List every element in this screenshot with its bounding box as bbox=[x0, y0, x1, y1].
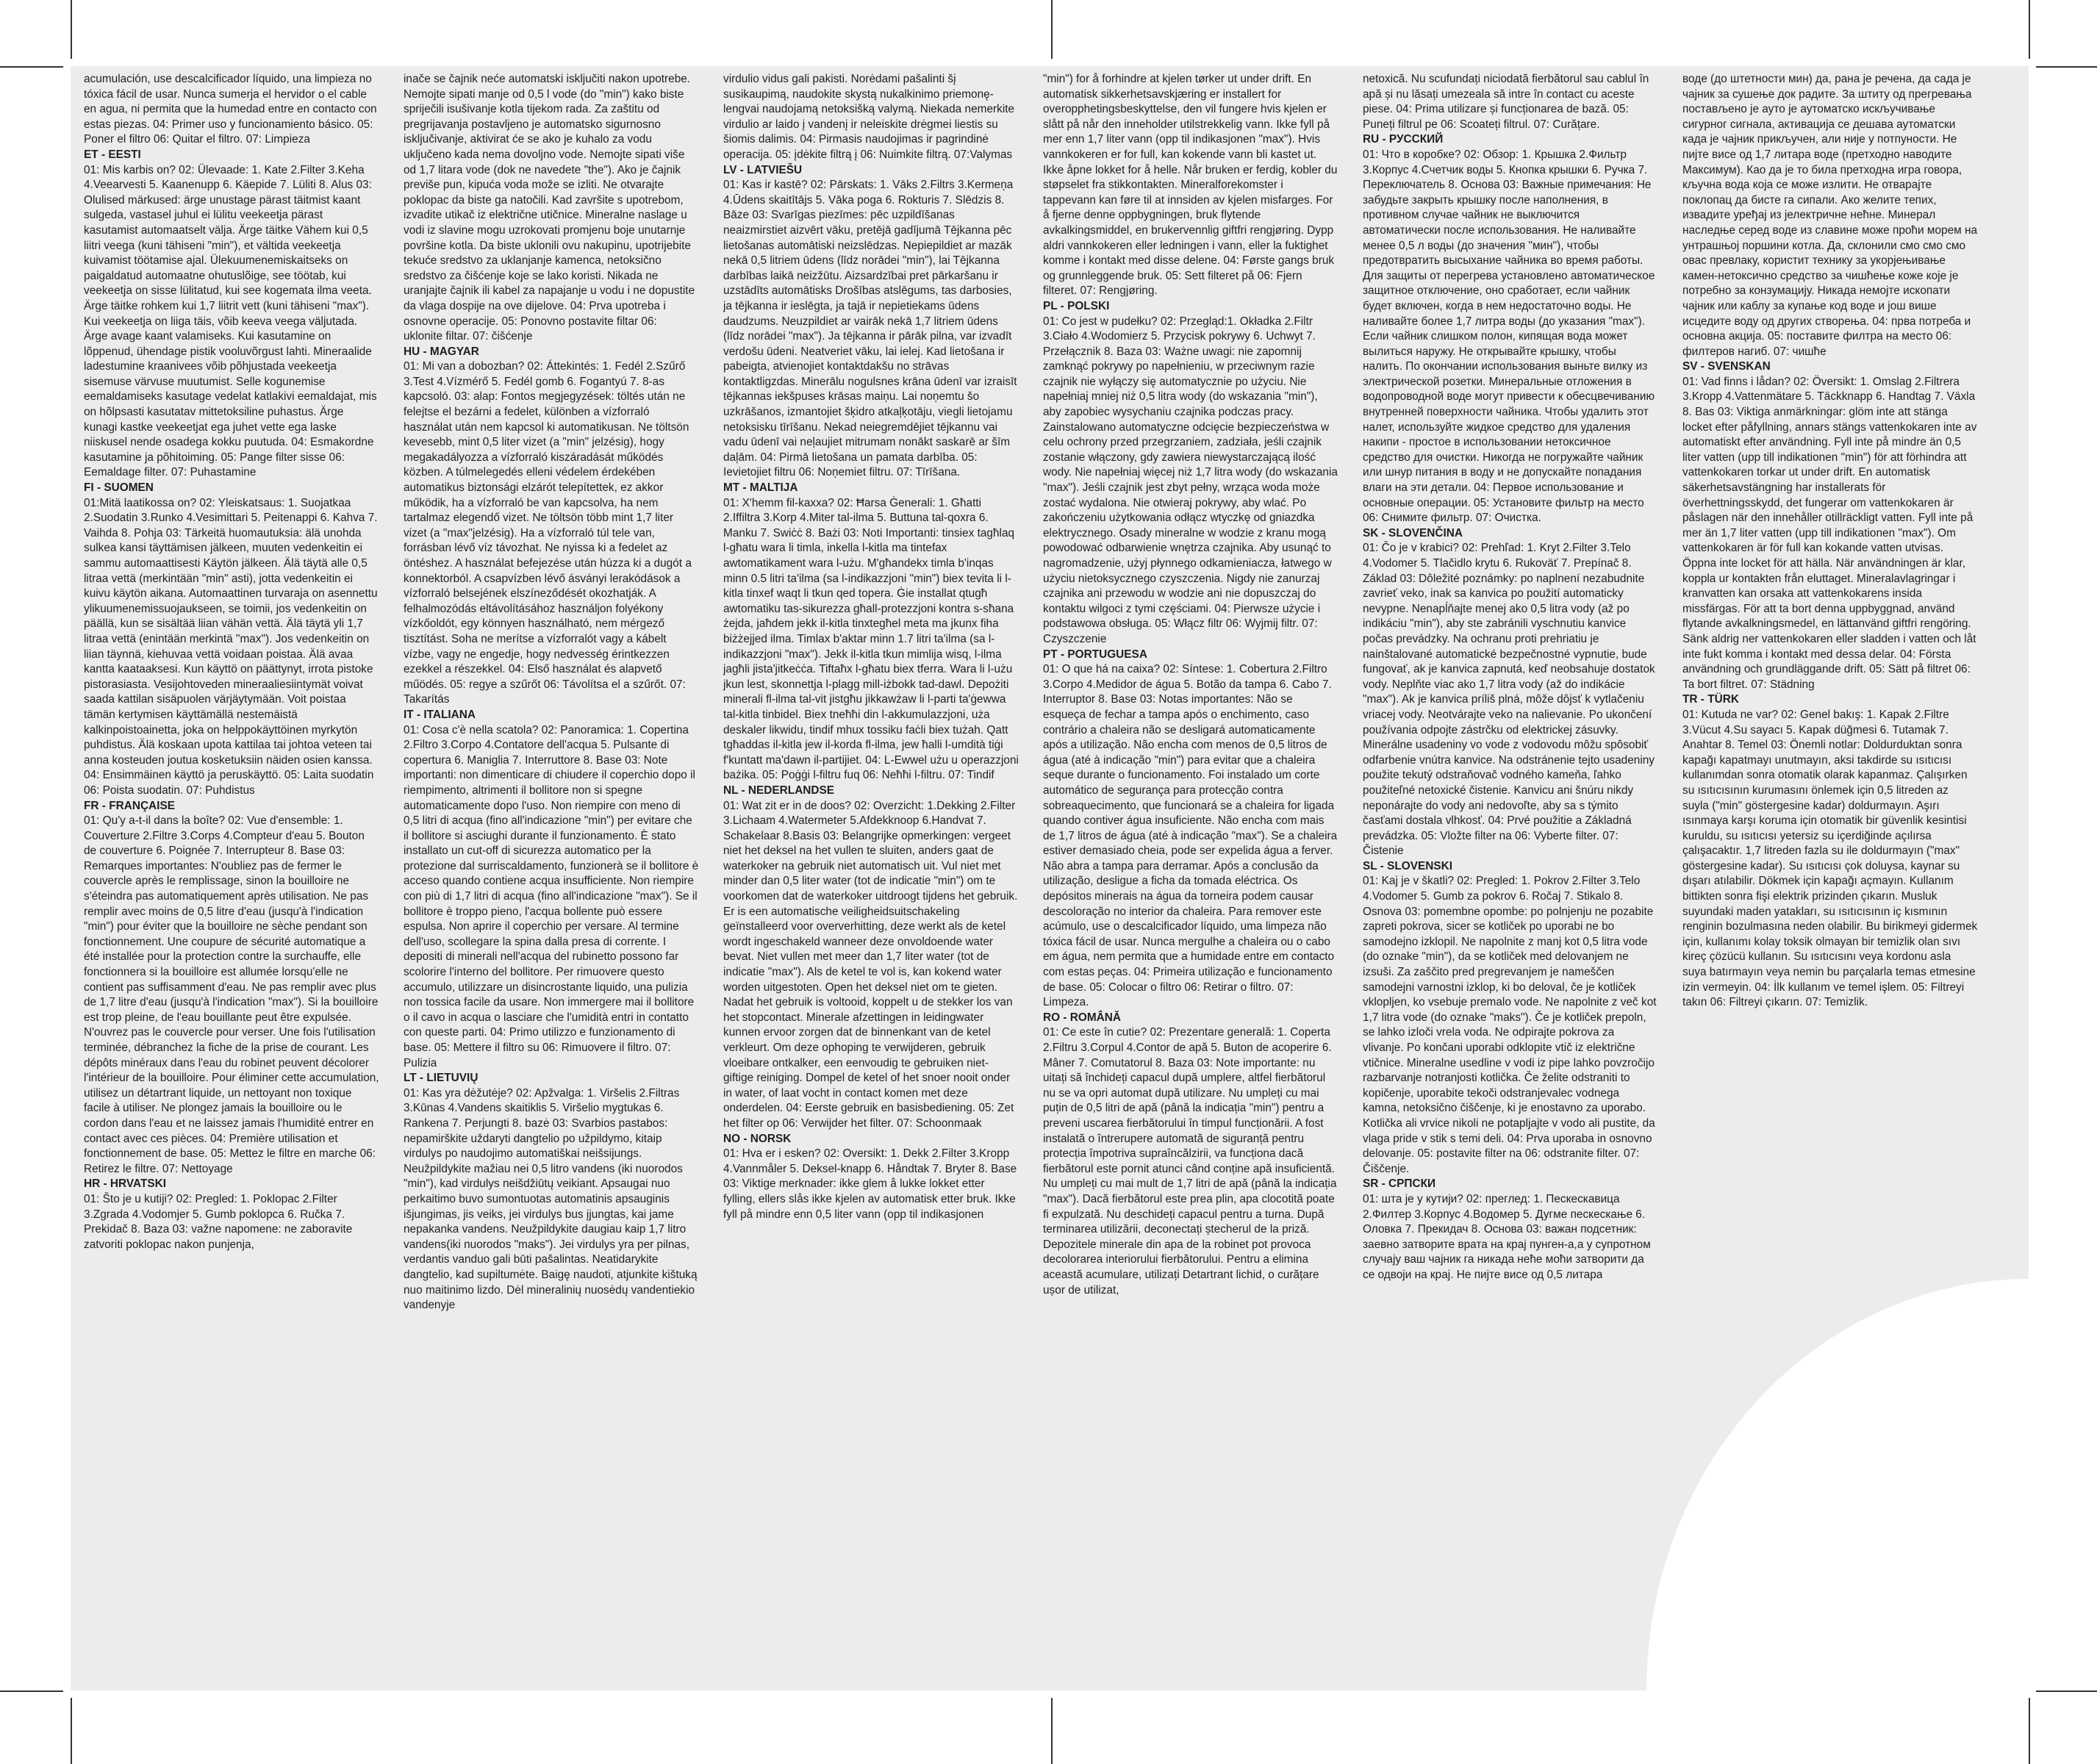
section-heading: PL - POLSKI bbox=[1043, 299, 1110, 312]
section-heading: TR - TÜRK bbox=[1682, 693, 1739, 706]
section-ro bbox=[1043, 1011, 1338, 1298]
section-et bbox=[84, 148, 379, 481]
section-text: 01: шта је у кутији? 02: преглед: 1. Пескескавица 2.Филтер 3.Корпус 4.Водомер 5. Дугме пескескање 6. Оловка 7. Прекидач 8. Основа 03: важан подсетник: заевно затворите врата на крај пунген-а,а у супротном случају ваш чајник га никада неће моћи затворити да се одвоји на крај. Не пијте висе од 0,5 литара bbox=[1363, 1192, 1651, 1281]
section-heading: RU - РУССКИЙ bbox=[1363, 133, 1444, 146]
section-heading: PT - PORTUGUESA bbox=[1043, 648, 1147, 661]
section-pt bbox=[1043, 648, 1338, 1011]
section-text: 01: Čo je v krabici? 02: Prehľad: 1. Kryt 2.Filter 3.Telo 4.Vodomer 5. Tlačidlo krytu 6. Rukoväť 7. Prepínač 8. Základ 03: Dôležité poznámky: po naplnení nezabudnite zavrieť veko, inak sa kanvica po použití automaticky nevypne. Nenapĺňajte menej ako 0,5 litra vody (až po indikáciu "min"), aby ste zabránili vyschnutiu kanvice počas prevádzky. Na ochranu proti prehriatiu je nainštalované automatické bezpečnostné vypnutie, bude fungovať, ak je kanvica zapnutá, keď neobsahuje dostatok vody. Neplňte viac ako 1,7 litra vody (až do indikácie "max"). Ak je kanvica príliš plná, môže dôjsť k vytlačeniu vriacej vody. Neotvárajte veko na nalievanie. Po ukončení používania odpojte zástrčku od elektrickej zásuvky. Minerálne usadeniny vo vode z vodovodu môžu spôsobiť odfarbenie vnútra kanvice. Na odstránenie tejto usadeniny použite tekutý odstraňovač vodného kameňa, ľahko použiteľné netoxické čistenie. Kanvicu ani šnúru nikdy neponárajte do vody ani nedovoľte, aby sa s týmito časťami dostala vlhkosť. 04: Prvé použitie a Základná prevádzka. 05: Vložte filter na 06: Vyberte filter. 07: Čistenie bbox=[1363, 542, 1655, 858]
section-heading: NO - NORSK bbox=[723, 1132, 792, 1145]
section-lt bbox=[404, 1071, 699, 1313]
crop-mark-bottom-left-v bbox=[71, 1698, 72, 1764]
section-pl bbox=[1043, 299, 1338, 648]
section-text: 01: Što je u kutiji? 02: Pregled: 1. Poklopac 2.Filter 3.Zgrada 4.Vodomjer 5. Gumb poklopca 6. Ručka 7. Prekidač 8. Baza 03: važne napomene: ne zaboravite zatvoriti poklopac nakon punjenja, bbox=[84, 1192, 353, 1251]
section-text: acumulación, use descalcificador líquido, una limpieza no tóxica fácil de usar. Nunca sumerja el hervidor o el cable en agua, ni permita que la humedad entre en contacto con estas piezas. 04: Primer uso y funcionamiento básico. 05: Poner el filtro 06: Quitar el filtro. 07: Limpieza bbox=[84, 73, 377, 146]
text-column-3 bbox=[723, 72, 1019, 1222]
text-column-4 bbox=[1043, 72, 1338, 1298]
crop-mark-bottom-right-v bbox=[2029, 1698, 2030, 1764]
section-heading: NL - NEDERLANDSE bbox=[723, 784, 835, 797]
section-nl bbox=[723, 784, 1019, 1132]
section-text: 01: Vad finns i lådan? 02: Översikt: 1. Omslag 2.Filtrera 3.Kropp 4.Vattenmätare 5. Täckknapp 6. Handtag 7. Växla 8. Bas 03: Viktiga anmärkningar: glöm inte att stänga locket efter påfyllning, annars stängs vattenkokaren inte av automatiskt efter användning. Fyll inte på mindre än 0,5 liter vatten (upp till indikationen "min") för att förhindra att vattenkokaren torkar ut under drift. En automatisk säkerhetsavstängning har installerats för överhettningsskydd, det fungerar om vattenkokaren är påslagen när den innehåller otillräckligt vatten. Fyll inte på mer än 1,7 liter vatten (upp till indikationen "max"). Om vattenkokaren är för full kan kokande vatten utvisas. Öppna inte locket för att hälla. När användningen är klar, koppla ur kontakten från eluttaget. Mineralavlagringar i kranvatten kan orsaka att vattenkokarens insida missfärgas. För att ta bort denna uppbyggnad, använd flytande avkalkningsmedel, en lättanvänd giftfri rengöring. Sänk aldrig ner vattenkokaren eller sladden i vatten och låt inte fukt komma i kontakt med dessa delar. 04: Första användning och grundläggande drift. 05: Sätt på filtret 06: Ta bort filtret. 07: Städning bbox=[1682, 375, 1977, 691]
section-text: 01: Mi van a dobozban? 02: Áttekintés: 1. Fedél 2.Szűrő 3.Test 4.Vízmérő 5. Fedél gomb 6. Fogantyú 7. 8-as kapcsoló. 03: alap: Fontos megjegyzések: töltés után ne felejtse el bezárni a fedelet, különben a vízforraló használat után nem kapcsol ki automatikusan. Ne töltsön kevesebb, mint 0,5 liter vizet (a "min" jelzésig), hogy megakadályozza a vízforraló kiszáradását működés közben. A túlmelegedés elleni védelem érdekében automatikus biztonsági elzárót telepítettek, ez akkor működik, ha a vízforraló be van kapcsolva, ha nem tartalmaz elegendő vizet. Ne töltsön több mint 1,7 liter vizet (a "max"jelzésig). Ha a vízforraló túl tele van, forrásban lévő víz távozhat. Ne nyissa ki a fedelet az öntéshez. A használat befejezése után húzza ki a dugót a konnektorból. A csapvízben lévő ásványi lerakódások a vízforraló belsejének elszíneződését okozhatják. A felhalmozódás eltávolításához használjon folyékony vízkőoldót, egy könnyen használható, nem mérgező tisztítást. Soha ne merítse a vízforralót vagy a kábelt vízbe, vagy ne engedje, hogy nedvesség érintkezzen ezekkel a részekkel. 04: Első használat és alapvető műödés. 05: regye a szűrőt 06: Távolítsa el a szűrőt. 07: Takarítás bbox=[404, 360, 692, 706]
section-no bbox=[723, 1132, 1019, 1223]
section-sl bbox=[1363, 859, 1658, 1177]
section-heading: LT - LIETUVIŲ bbox=[404, 1072, 478, 1085]
section-heading: FR - FRANÇAISE bbox=[84, 799, 175, 812]
text-column-5 bbox=[1363, 72, 1658, 1283]
section-text: 01: Wat zit er in de doos? 02: Overzicht: 1.Dekking 2.Filter 3.Lichaam 4.Watermeter 5.Afdekknoop 6.Handvat 7. Schakelaar 8.Basis 03: Belangrijke opmerkingen: vergeet niet het deksel na het vullen te sluiten, anders gaat de waterkoker na gebruik niet automatisch uit. Vul niet met minder dan 0,5 liter water (tot de indicatie "min") om te voorkomen dat de waterkoker uitdroogt tijdens het gebruik. Er is een automatische veiligheidsuitschakeling geïnstalleerd voor oververhitting, deze werkt als de ketel wordt ingeschakeld wanneer deze onvoldoende water bevat. Niet vullen met meer dan 1,7 liter water (tot de indicatie "max"). Als de ketel te vol is, kan kokend water worden uitgestoten. Open het deksel niet om te gieten. Nadat het gebruik is voltooid, koppelt u de stekker los van het stopcontact. Minerale afzettingen in leidingwater kunnen ervoor zorgen dat de binnenkant van de ketel verkleurt. Om deze ophoping te verwijderen, gebruik vloeibare ontkalker, een eenvoudig te gebruiken niet-giftige reiniging. Dompel de ketel of het snoer nooit onder in water, of laat vocht in contact komen met deze onderdelen. 04: Eerste gebruik en basisbediening. 05: Zet het filter op 06: Verwijder het filter. 07: Schoonmaak bbox=[723, 799, 1018, 1130]
section-sk bbox=[1363, 526, 1658, 859]
section-tr bbox=[1682, 692, 1978, 1010]
crop-mark-top-left-h bbox=[0, 66, 63, 68]
section-heading: RO - ROMÂNĂ bbox=[1043, 1011, 1122, 1024]
section-text: 01: O que há na caixa? 02: Síntese: 1. Cobertura 2.Filtro 3.Corpo 4.Medidor de água 5. Botão da tampa 6. Cabo 7. Interruptor 8. Base 03: Notas importantes: Não se esqueça de fechar a tampa após o enchimento, caso contrário a chaleira não se desligará automaticamente após a utilização. Não encha com menos de 0,5 litros de água (até à indicação "min") para evitar que a chaleira seque durante o funcionamento. Foi instalado um corte automático de segurança para protecção contra sobreaquecimento, que funcionará se a chaleira for ligada quando contiver água insuficiente. Não encha com mais de 1,7 litros de água (até à indicação "max"). Se a chaleira estiver demasiado cheia, pode ser expelida água a ferver. Não abra a tampa para derramar. Após a conclusão da utilização, desligue a ficha da tomada eléctrica. Os depósitos minerais na água da torneira podem causar descoloração no interior da chaleira. Para remover este acúmulo, use o descalcificador líquido, uma limpeza não tóxica fácil de usar. Nunca mergulhe a chaleira ou o cabo em água, nem permita que a humidade entre em contacto com estas peças. 04: Primeira utilização e funcionamento de base. 05: Colocar o filtro 06: Retirar o filtro. 07: Limpeza. bbox=[1043, 663, 1338, 1009]
crop-mark-top-right-v bbox=[2029, 0, 2030, 59]
section-lt-continued bbox=[723, 72, 1019, 163]
section-heading: IT - ITALIANA bbox=[404, 708, 476, 721]
section-text: netoxică. Nu scufundați niciodată fierbătorul sau cablul în apă și nu lăsați umezeala să intre în contact cu aceste piese. 04: Prima utilizare și funcționarea de bază. 05: Puneți filtrul pe 06: Scoateți filtrul. 07: Curățare. bbox=[1363, 73, 1649, 131]
section-text: 01: Kutuda ne var? 02: Genel bakış: 1. Kapak 2.Filtre 3.Vücut 4.Su sayacı 5. Kapak düğmesi 6. Tutamak 7. Anahtar 8. Temel 03: Önemli notlar: Doldurduktan sonra kapağı kapatmayı unutmayın, aksi takdirde su ısıtıcısı kullanımdan sonra otomatik olarak kapanmaz. Çalışırken su ısıtıcısının kurumasını önlemek için 0,5 litreden az suyla ("min" göstergesine kadar) doldurmayın. Aşırı ısınmaya karşı koruma için otomatik bir güvenlik kesintisi kuruldu, su ısıtıcısı yetersiz su içerdiğinde açılırsa çalışacaktır. 1,7 litreden fazla su ile doldurmayın ("max" göstergesine kadar). Su ısıtıcısı çok doluysa, kaynar su dışarı atılabilir. Dökmek için kapağı açmayın. Kullanım bittikten sonra fişi elektrik prizinden çıkarın. Musluk suyundaki maden yatakları, su ısıtıcısının iç kısmının renginin bozulmasına neden olabilir. Bu birikmeyi gidermek için, kullanımı kolay toksik olmayan bir temizlik olan sıvı kireç çözücü kullanın. Su ısıtıcısını veya kordonu asla suya batırmayın veya nemin bu parçalarla temas etmesine izin vermeyin. 04: İlk kullanım ve temel işlem. 05: Filtreyi takın 06: Filtreyi çıkarın. 07: Temizlik. bbox=[1682, 708, 1978, 1009]
rounded-corner-cutout bbox=[1646, 1279, 2029, 1690]
section-text: inače se čajnik neće automatski isključiti nakon upotrebe. Nemojte sipati manje od 0,5 l vode (do "min") kako biste spriječili isušivanje kotla tijekom rada. Za zaštitu od pregrijavanja postavljeno je automatsko sigurnosno isključivanje, aktivirat će se ako je kuhalo za vodu uključeno kada nema dovoljno vode. Nemojte sipati više od 1,7 litara vode (dok ne navedete "the"). Ako je čajnik previše pun, kipuća voda može se izliti. Ne otvarajte poklopac da biste ga natočili. Kad završite s upotrebom, izvadite utikač iz električne utičnice. Mineralne naslage u vodi iz slavine mogu uzrokovati promjenu boje unutarnje površine kotla. Da biste uklonili ovu nakupinu, upotrijebite tekuće sredstvo za uklanjanje kamenca, netoksično sredstvo za čišćenje koje se lako koristi. Nikada ne uranjajte čajnik ili kabel za napajanje u vodu i ne dopustite da vlaga dospije na ove dijelove. 04: Prva upotreba i osnovne operacije. 05: Ponovno postavite filtar 06: uklonite filtar. 07: čišćenje bbox=[404, 73, 695, 343]
section-lv bbox=[723, 163, 1019, 481]
section-text: 01: Что в коробке? 02: Обзор: 1. Крышка 2.Фильтр 3.Корпус 4.Счетчик воды 5. Кнопка крышки 6. Ручка 7. Переключатель 8. Основа 03: Важные примечания: Не забудьте закрыть крышку после наполнения, в противном случае чайник не выключится автоматически после использования. Не наливайте менее 0,5 л воды (до значения "мин"), чтобы предотвратить высыхание чайника во время работы. Для защиты от перегрева установлено автоматическое защитное отключение, оно сработает, если чайник будет включен, когда в нем недостаточно воды. Не наливайте более 1,7 литра воды (до указания "max"). Если чайник слишком полон, кипящая вода может вылиться наружу. Не открывайте крышку, чтобы налить. По окончании использования выньте вилку из электрической розетки. Минеральные отложения в водопроводной воде могут привести к обесцвечиванию внутренней поверхности чайника. Чтобы удалить этот налет, используйте жидкое средство для удаления накипи - простое в использовании нетоксичное средство для очистки. Никогда не погружайте чайник или шнур питания в воду и не допускайте попадания влаги на эти детали. 04: Первое использование и основные операции. 05: Установите фильтр на место 06: Снимите фильтр. 07: Очистка. bbox=[1363, 148, 1655, 525]
section-heading: MT - MALTIJA bbox=[723, 481, 798, 495]
section-heading: SV - SVENSKAN bbox=[1682, 360, 1771, 373]
section-heading: SR - СРПСКИ bbox=[1363, 1177, 1436, 1191]
section-text: 01: Kas yra dėžutėje? 02: Apžvalga: 1. Viršelis 2.Filtras 3.Kūnas 4.Vandens skaitiklis 5. Viršelio mygtukas 6. Rankena 7. Perjungti 8. bazė 03: Svarbios pastabos: nepamirškite uždaryti dangtelio po užpildymo, kitaip virdulys po naudojimo automatiškai neišsijungs. Neužpildykite mažiau nei 0,5 litro vandens (iki nuorodos "min"), kad virdulys neišdžiūtų veikiant. Apsaugai nuo perkaitimo buvo sumontuotas automatinis apsauginis išjungimas, jis veiks, jei virdulys bus įjungtas, kai jame nepakanka vandens. Neužpildykite daugiau kaip 1,7 litro vandens(iki nuorodos "maks"). Jei virdulys yra per pilnas, verdantis vanduo gali būti pašalintas. Neatidarykite dangtelio, kad supiltumėte. Baigę naudoti, atjunkite kištuką nuo maitinimo lizdo. Dėl mineralinių nuosėdų vandentiekio vandenyje bbox=[404, 1086, 698, 1312]
section-hr-continued bbox=[404, 72, 699, 345]
section-text: воде (до штетности мин) да, рана је речена, да сада је чајник за сушење док радите. За штиту од прегревања постављено је ауто је аутоматско искључивање сигурног сигнала, активација се дешава аутоматски када је чајник прикључен, али није у потпуности. Не пијте висе од 1,7 литара воде (претходно наводите Максимум). Као да је то била претходна игра говора, кључна вода која се може излити. Не отварајте поклопац да бисте га сипали. Ако желите тепих, извадите уређај из јелектричне нећне. Минерал наследње серед воде из славине може проћи морем на унтрашњој поршини котла. Да, склонили смо смо смо овас превлаку, користит технику за укорјењивање камен-нетоксично средство за чишћење коже које је потребно за конзумацију. Никада немојте ископати чајник или каблу за купање код воде и још више исцедите воду од других створења. 04: прва потреба и основна акција. 05: поставите филтра на место 06: филтеров нагиб. 07: чишће bbox=[1682, 73, 1978, 358]
section-hu bbox=[404, 345, 699, 708]
crop-mark-top-right-h bbox=[2036, 66, 2097, 68]
section-text: 01:Mitä laatikossa on? 02: Yleiskatsaus: 1. Suojatkaa 2.Suodatin 3.Runko 4.Vesimittari 5. Peitenappi 6. Kahva 7. Vaihda 8. Pohja 03: Tärkeitä huomautuksia: älä unohda sulkea kansi täyttämisen jälkeen, muuten vedenkeitin ei sammu automaattisesti Käytön jälkeen. Älä täytä alle 0,5 litraa vettä (merkintään "min" asti), jotta vedenkeitin ei kuivu käytön aikana. Automaattinen turvaraja on asennettu ylikuumenemissuojaukseen, se toimii, jos vedenkeitin on päällä, kun se sisältää liian vähän vettä. Älä täytä yli 1,7 litraa vettä (enintään merkintä "max"). Jos vedenkeitin on liian täynnä, kiehuvaa vettä voidaan poistaa. Älä avaa kantta kaataaksesi. Kun käyttö on päättynyt, irrota pistoke pistorasiasta. Vesijohtoveden mineraaliesiintymät voivat saada kattilan sisäpuolen värjäytymään. Voit poistaa tämän kertymisen käyttämällä nestemäistä kalkinpoistoainetta, joka on helppokäyttöinen myrkytön puhdistus. Älä koskaan upota kattilaa tai johtoa veteen tai anna kosteuden joutua kosketuksiin näiden osien kanssa. 04: Ensimmäinen käyttö ja peruskäyttö. 05: Laita suodatin 06: Poista suodatin. 07: Puhdistus bbox=[84, 496, 378, 797]
section-text: 01: Mis karbis on? 02: Ülevaade: 1. Kate 2.Filter 3.Keha 4.Veearvesti 5. Kaanenupp 6. Käepide 7. Lüliti 8. Alus 03: Olulised märkused: ärge unustage pärast täitmist kaant sulgeda, vastasel juhul ei lülitu veekeetja pärast kasutamist automaatselt välja. Ärge täitke Vähem kui 0,5 liitri veega (kuni tähiseni "min"), et vältida veekeetja kuivamist töötamise ajal. Ülekuumenemiskaitseks on paigaldatud automaatne ohutuslõige, see töötab, kui veekeetja on sisse lülitatud, kui see kogemata ilma veeta. Ärge täitke rohkem kui 1,7 liitrit vett (kuni tähiseni "max"). Kui veekeetja on liiga täis, võib keeva veega väljutada. Ärge avage kaant valamiseks. Kui kasutamine on lõppenud, ühendage pistik vooluvõrgust lahti. Mineraalide ladestumine kraanivees võib põhjustada veekeetja sisemuse värvuse muutumist. Selle kogunemise eemaldamiseks kasutage vedelat katlakivi eemaldajat, mis on hõlpsasti kasutatav mittetoksiline puhastus. Ärge kunagi kastke veekeetjat ega juhet vette ega laske niiskusel nende osadega kokku puutuda. 04: Esmakordne kasutamine ja põhitoiming. 05: Pange filter sisse 06: Eemaldage filter. 07: Puhastamine bbox=[84, 163, 377, 479]
section-text: 01: Kas ir kastē? 02: Pārskats: 1. Vāks 2.Filtrs 3.Kermeņa 4.Ūdens skaitītājs 5. Vāka poga 6. Rokturis 7. Slēdzis 8. Bāze 03: Svarīgas piezīmes: pēc uzpildīšanas neaizmirstiet aizvērt vāku, pretējā gadījumā Tējkanna pēc lietošanas automātiski neizslēdzas. Nepiepildiet ar mazāk nekā 0,5 litriem ūdens (līdz norādei "min"), lai Tējkanna darbības laikā neizžūtu. Aizsardzībai pret pārkaršanu ir uzstādīts automātisks Drošības atslēgums, tas darbosies, ja tējkanna ir ieslēgta, ja tajā ir nepietiekams ūdens daudzums. Neuzpildiet ar vairāk nekā 1,7 litriem ūdens (līdz norādei "max"). Ja tējkanna ir pārāk pilna, var izvadīt verdošu ūdeni. Neatveriet vāku, lai ielej. Kad lietošana ir pabeigta, atvienojiet kontaktdakšu no strāvas kontaktligzdas. Minerālu nogulsnes krāna ūdenī var izraisīt tējkannas iekšpuses krāsas maiņu. Lai noņemtu šo uzkrāšanos, izmantojiet šķidro atkaļķotāju, viegli lietojamu netoksisku tīrīšanu. Nekad neiegremdējiet tējkannu vai vadu ūdenī vai neļaujiet mitrumam nonākt saskarē ar šīm daļām. 04: Pirmā lietošana un pamata darbība. 05: Ievietojiet filtru 06: Noņemiet filtru. 07: Tīrīšana. bbox=[723, 179, 1017, 479]
section-text: 01: X'hemm fil-kaxxa? 02: Ħarsa Ġenerali: 1. Għatti 2.Iffiltra 3.Korp 4.Miter tal-ilma 5. Buttuna tal-qoxra 6. Manku 7. Swiċċ 8. Bażi 03: Noti Importanti: tinsiex tagħlaq l-għatu wara li timla, inkella l-kitla ma tintefax awtomatikament wara l-użu. M'għandekx timla b'inqas minn 0.5 litri ta'ilma (sa l-indikazzjoni "min") biex tevita li l-kitla tinxef waqt li tkun qed topera. Ġie installat qtugħ awtomatiku tas-sikurezza għall-protezzjoni kontra s-sħana żejda, jaħdem jekk il-kitla tinxtegħel meta ma jkunx fiha biżżejjed ilma. Timlax b'aktar minn 1.7 litri ta'ilma (sa l-indikazzjoni "max"). Jekk il-kitla tkun mimlija wisq, l-ilma jagħli jista'jitkeċċa. Tiftaħx l-għatu biex tferra. Wara li l-użu jkun lest, skonnettja l-plagg mill-iżbokk tad-dawl. Depożiti minerali fl-ilma tal-vit jistgħu jikkawżaw li l-parti ta'ġewwa tal-kitla tinbidel. Biex tneħħi din l-akkumulazzjoni, uża deskaler likwidu, tindif mhux tossiku faċli biex tużah. Qatt tgħaddas il-kitla jew il-korda fl-ilma, jew ħalli l-umdità tiġi f'kuntatt ma'dawn il-partijiet. 04: L-Ewwel użu u operazzjoni bażika. 05: Poġġi l-filtru fuq 06: Neħħi l-filtru. 07: Tindif bbox=[723, 496, 1019, 782]
crop-mark-top-mid-v bbox=[1051, 0, 1053, 59]
text-column-2 bbox=[404, 72, 699, 1313]
crop-mark-top-left-v bbox=[71, 0, 72, 59]
section-heading: LV - LATVIEŠU bbox=[723, 163, 803, 176]
section-sv bbox=[1682, 359, 1978, 692]
section-heading: SK - SLOVENČINA bbox=[1363, 526, 1463, 539]
section-hr bbox=[84, 1177, 379, 1252]
section-text: 01: Cosa c'è nella scatola? 02: Panoramica: 1. Copertina 2.Filtro 3.Corpo 4.Contatore dell'acqua 5. Pulsante di copertura 6. Maniglia 7. Interruttore 8. Base 03: Note importanti: non dimenticare di chiudere il coperchio dopo il riempimento, altrimenti il bollitore non si spegne automaticamente dopo l'uso. Non riempire con meno di 0,5 litri di acqua (fino all'indicazione "min") per evitare che il bollitore si asciughi durante il funzionamento. È stato installato un cut-off di sicurezza automatico per la protezione dal surriscaldamento, funzionerà se il bollitore è acceso quando contiene acqua insufficiente. Non riempire con più di 1,7 litri di acqua (fino all'indicazione "max"). Se il bollitore è troppo pieno, l'acqua bollente può essere espulsa. Non aprire il coperchio per versare. Al termine dell'uso, scollegare la spina dalla presa di corrente. I depositi di minerali nell'acqua del rubinetto possono far scolorire l'interno del bollitore. Per rimuovere questo accumulo, utilizzare un disincrostante liquido, una pulizia non tossica facile da usare. Non immergere mai il bollitore o il cavo in acqua o lasciare che l'umidità entri in contatto con queste parti. 04: Primo utilizzo e funzionamento di base. 05: Mettere il filtro su 06: Rimuovere il filtro. 07: Pulizia bbox=[404, 723, 699, 1069]
section-ru bbox=[1363, 132, 1658, 526]
section-heading: SL - SLOVENSKI bbox=[1363, 859, 1453, 872]
section-heading: HR - HRVATSKI bbox=[84, 1177, 167, 1191]
section-text: virdulio vidus gali pakisti. Norėdami pašalinti šį susikaupimą, naudokite skystą nukalkinimo priemonę-lengvai naudojamą netoksišką valymą. Niekada nemerkite virdulio ar laido į vandenį ir neleiskite drėgmei liestis su šiomis dalimis. 04: Pirmasis naudojimas ir pagrindinė operacija. 05: įdėkite filtrą į 06: Nuimkite filtrą. 07:Valymas bbox=[723, 73, 1015, 161]
text-column-1 bbox=[84, 72, 379, 1252]
section-mt bbox=[723, 481, 1019, 784]
text-column-6 bbox=[1682, 72, 1978, 1011]
section-sr-continued bbox=[1682, 72, 1978, 359]
section-no-continued bbox=[1043, 72, 1338, 299]
section-text: "min") for å forhindre at kjelen tørker ut under drift. En automatisk sikkerhetsavskjæring er installert for overopphetingsbeskyttelse, den vil fungere hvis kjelen er slått på når den inneholder utilstrekkelig vann. Ikke fyll på mer enn 1,7 liter vann (opp til indikasjonen "max"). Hvis vannkokeren er for full, kan kokende vann bli kastet ut. Ikke åpne lokket for å helle. Når bruken er ferdig, kobler du støpselet fra stikkontakten. Mineralforekomster i tappevann kan føre til at innsiden av kjelen misfarges. For å fjerne denne oppbygningen, bruk flytende avkalkingsmiddel, en brukervennlig giftfri rengjøring. Dypp aldri vannkokeren eller ledningen i vann, eller la fuktighet komme i kontakt med disse delene. 04: Første gangs bruk og grunnleggende bruk. 05: Sett filteret på 06: Fjern filteret. 07: Rengjøring. bbox=[1043, 73, 1338, 298]
section-it bbox=[404, 708, 699, 1071]
section-text: 01: Qu'y a-t-il dans la boîte? 02: Vue d'ensemble: 1. Couverture 2.Filtre 3.Corps 4.Compteur d'eau 5. Bouton de couverture 6. Poignée 7. Interrupteur 8. Base 03: Remarques importantes: N'oubliez pas de fermer le couvercle après le remplissage, sinon la bouilloire ne s'éteindra pas automatiquement après utilisation. Ne pas remplir avec moins de 0,5 litre d'eau (jusqu'à l'indication "min") pour éviter que la bouilloire ne sèche pendant son fonctionnement. Une coupure de sécurité automatique a été installée pour la protection contre la surchauffe, elle fonctionnera si la bouilloire est allumée lorsqu'elle ne contient pas suffisamment d'eau. Ne pas remplir avec plus de 1,7 litre d'eau (jusqu'à l'indication "max"). Si la bouilloire est trop pleine, de l'eau bouillante peut être expulsée. N'ouvrez pas le couvercle pour verser. Une fois l'utilisation terminée, débranchez la fiche de la prise de courant. Les dépôts minéraux dans l'eau du robinet peuvent décolorer l'intérieur de la bouilloire. Pour éliminer cette accumulation, utilisez un détartrant liquide, un nettoyant non toxique facile à utiliser. Ne plongez jamais la bouilloire ou le cordon dans l'eau et ne laissez jamais l'humidité entrer en contact avec ces pièces. 04: Première utilisation et fonctionnement de base. 05: Mettez le filtre en marche 06: Retirez le filtre. 07: Nettoyage bbox=[84, 814, 379, 1175]
section-ro-continued bbox=[1363, 72, 1658, 132]
section-text: 01: Co jest w pudełku? 02: Przegląd:1. Okładka 2.Filtr 3.Ciało 4.Wodomierz 5. Przycisk pokrywy 6. Uchwyt 7. Przełącznik 8. Baza 03: Ważne uwagi: nie zapomnij zamknąć pokrywy po napełnieniu, w przeciwnym razie czajnik nie wyłączy się automatycznie po użyciu. Nie napełniaj mniej niż 0,5 litra wody (do wskazania "min"), aby zapobiec wysychaniu czajnika podczas pracy. Zainstalowano automatyczne odcięcie bezpieczeństwa w celu ochrony przed przegrzaniem, zadziała, jeśli czajnik zostanie włączony, gdy zawiera niewystarczającą ilość wody. Nie napełniaj więcej niż 1,7 litra wody (do wskazania "max"). Jeśli czajnik jest zbyt pełny, wrząca woda może zostać wydalona. Nie otwieraj pokrywy, aby wlać. Po zakończeniu użytkowania odłącz wtyczkę od gniazdka elektrycznego. Osady mineralne w wodzie z kranu mogą powodować odbarwienie wnętrza czajnika. Aby usunąć to nagromadzenie, użyj płynnego odkamieniacza, łatwego w użyciu nietoksycznego czyszczenia. Nigdy nie zanurzaj czajnika ani przewodu w wodzie ani nie dopuszczaj do kontaktu wilgoci z tymi częściami. 04: Pierwsze użycie i podstawowa obsługa. 05: Włącz filtr 06: Wyjmij filtr. 07: Czyszczenie bbox=[1043, 315, 1338, 645]
crop-mark-bottom-right-h bbox=[2036, 1690, 2097, 1692]
section-heading: FI - SUOMEN bbox=[84, 481, 154, 495]
manual-sheet bbox=[71, 66, 2029, 1690]
section-fi bbox=[84, 481, 379, 798]
section-text: 01: Ce este în cutie? 02: Prezentare generală: 1. Coperta 2.Filtru 3.Corpul 4.Contor de apă 5. Buton de acoperire 6. Mâner 7. Comutatorul 8. Baza 03: Note importante: nu uitați să închideți capacul după umplere, altfel fierbătorul nu se va opri automat după utilizare. Nu umpleți cu mai puțin de 0,5 litri de apă (până la indicația "min") pentru a preveni uscarea fierbătorului în timpul funcționării. A fost instalată o întrerupere automată de siguranță pentru protecția împotriva supraîncălzirii, va funcționa dacă fierbătorul este pornit atunci când conține apă insuficientă. Nu umpleți cu mai mult de 1,7 litri de apă (până la indicația "max"). Dacă fierbătorul este prea plin, apa clocotită poate fi expulzată. Nu deschideți capacul pentru a turna. După terminarea utilizării, deconectați ștecherul de la priză. Depozitele minerale din apa de la robinet pot provoca decolorarea interiorului fierbătorului. Pentru a elimina această acumulare, utilizați Detartrant lichid, o curățare ușor de utilizat, bbox=[1043, 1026, 1337, 1297]
section-fr bbox=[84, 799, 379, 1177]
section-es-continued bbox=[84, 72, 379, 148]
section-text: 01: Hva er i esken? 02: Oversikt: 1. Dekk 2.Filter 3.Kropp 4.Vannmåler 5. Deksel-knapp 6. Håndtak 7. Bryter 8. Base 03: Viktige merknader: ikke glem å lukke lokket etter fylling, ellers slås ikke kjelen av automatisk etter bruk. Ikke fyll på mindre enn 0,5 liter vann (opp til indikasjonen bbox=[723, 1147, 1017, 1221]
crop-mark-bottom-mid-v bbox=[1051, 1698, 1053, 1764]
section-text: 01: Kaj je v škatli? 02: Pregled: 1. Pokrov 2.Filter 3.Telo 4.Vodomer 5. Gumb za pokrov 6. Ročaj 7. Stikalo 8. Osnova 03: pomembne opombe: po polnjenju ne pozabite zapreti pokrova, sicer se kotliček po uporabi ne bo samodejno izklopil. Ne napolnite z manj kot 0,5 litra vode (do oznake "min"), da se kotliček med delovanjem ne izsuši. Za zaščito pred pregrevanjem je nameščen samodejni varnostni izklop, ki bo deloval, če je kotliček vklopljen, ko vsebuje premalo vode. Ne napolnite z več kot 1,7 litra vode (do oznake "maks"). Če je kotliček prepoln, se lahko izloči vrela voda. Ne odpirajte pokrova za vlivanje. Po končani uporabi odklopite vtič iz električne vtičnice. Mineralne usedline v vodi iz pipe lahko povzročijo razbarvanje notranjosti kotlička. Če želite odstraniti to kopičenje, uporabite tekoči odstranjevalec vodnega kamna, netoksično čiščenje, ki je enostavno za uporabo. Kotlička ali vrvice nikoli ne potapljajte v vodo ali pustite, da vlaga pride v stik s temi deli. 04: Prva uporaba in osnovno delovanje. 05: postavite filter na 06: odstranite filter. 07: Čiščenje. bbox=[1363, 875, 1657, 1175]
section-heading: ET - EESTI bbox=[84, 148, 141, 161]
section-sr bbox=[1363, 1177, 1658, 1283]
crop-mark-bottom-left-h bbox=[0, 1690, 63, 1692]
section-heading: HU - MAGYAR bbox=[404, 345, 479, 358]
